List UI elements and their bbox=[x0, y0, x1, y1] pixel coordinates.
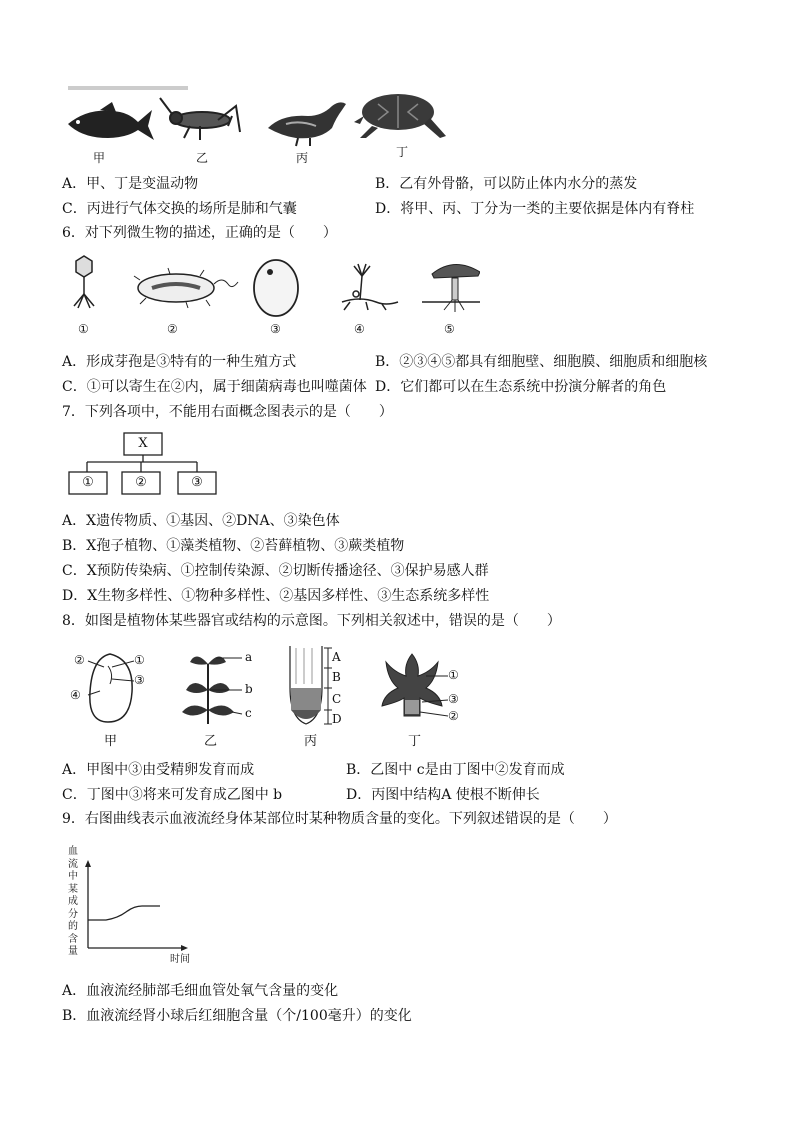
shoot-name: 乙 bbox=[204, 734, 218, 749]
animal-label-ding: 丁 bbox=[396, 145, 409, 159]
shoot-figure bbox=[176, 650, 256, 726]
microbes-figure bbox=[60, 250, 480, 322]
q5-option-a: A．甲、丁是变温动物 bbox=[62, 176, 199, 192]
q6-option-a: A．形成芽孢是③特有的一种生殖方式 bbox=[62, 354, 297, 370]
microbe-label-5: ⑤ bbox=[444, 322, 455, 336]
fish-image bbox=[68, 102, 154, 140]
shoot-mark-a: a bbox=[245, 650, 253, 664]
q8-option-c: C．丁图中③将来可发育成乙图中 b bbox=[62, 787, 283, 803]
content-curve bbox=[88, 906, 160, 920]
q6-option-d: D．它们都可以在生态系统中扮演分解者的角色 bbox=[375, 379, 667, 395]
concept-node-2: ② bbox=[135, 475, 147, 490]
q5-option-c: C．丙进行气体交换的场所是肺和气囊 bbox=[62, 201, 297, 217]
q9-stem: 9．右图曲线表示血液流经身体某部位时某种物质含量的变化。下列叙述错误的是（ ） bbox=[62, 811, 617, 827]
seed-mark-2: ② bbox=[74, 653, 85, 667]
seed-mark-3: ③ bbox=[134, 673, 145, 687]
q7-stem: 7．下列各项中，不能用右面概念图表示的是（ ） bbox=[62, 404, 393, 420]
q9-option-a: A．血液流经肺部毛细血管处氧气含量的变化 bbox=[62, 983, 339, 999]
pigeon-image bbox=[268, 102, 346, 146]
q8-option-a: A．甲图中③由受精卵发育而成 bbox=[62, 762, 255, 778]
turtle-image bbox=[354, 94, 446, 138]
q9-option-b: B．血液流经肾小球后红细胞含量（个/100毫升）的变化 bbox=[62, 1008, 412, 1024]
seed-mark-4: ④ bbox=[70, 688, 81, 702]
animal-label-yi: 乙 bbox=[196, 151, 209, 165]
phage-image bbox=[74, 256, 94, 308]
root-name: 丙 bbox=[304, 734, 318, 749]
mushroom-image bbox=[422, 264, 480, 312]
bud-mark-2: ② bbox=[448, 709, 459, 723]
root-mark-d: D bbox=[332, 712, 342, 726]
bud-name: 丁 bbox=[408, 734, 422, 749]
bud-mark-3: ③ bbox=[448, 692, 459, 706]
shoot-mark-c: c bbox=[245, 706, 252, 720]
animal-label-jia: 甲 bbox=[93, 151, 106, 165]
q7-option-d: D．X生物多样性、①物种多样性、②基因多样性、③生态系统多样性 bbox=[62, 588, 490, 604]
bud-figure bbox=[378, 650, 448, 724]
q9-xlabel: 时间 bbox=[170, 954, 190, 965]
q7-option-b: B．X孢子植物、①藻类植物、②苔藓植物、③蕨类植物 bbox=[62, 538, 405, 554]
microbe-label-3: ③ bbox=[270, 322, 281, 336]
q7-option-c: C．X预防传染病、①控制传染源、②切断传播途径、③保护易感人群 bbox=[62, 563, 489, 579]
microbe-label-4: ④ bbox=[354, 322, 365, 336]
q7-option-a: A．X遗传物质、①基因、②DNA、③染色体 bbox=[62, 513, 340, 529]
microbe-label-2: ② bbox=[167, 322, 178, 336]
q9-ylabel: 血流中某成分的含量 bbox=[68, 846, 78, 957]
concept-diagram bbox=[68, 432, 218, 496]
q6-stem: 6．对下列微生物的描述，正确的是（ ） bbox=[62, 225, 337, 241]
concept-node-1: ① bbox=[82, 475, 94, 490]
q8-option-b: B．乙图中 c是由丁图中②发育而成 bbox=[346, 762, 565, 778]
bacterium-image bbox=[134, 268, 238, 308]
seed-mark-1: ① bbox=[134, 653, 145, 667]
q6-option-c: C．①可以寄生在②内，属于细菌病毒也叫噬菌体 bbox=[62, 379, 367, 395]
seed-name: 甲 bbox=[104, 734, 118, 749]
q8-option-d: D．丙图中结构A 使根不断伸长 bbox=[346, 787, 540, 803]
bud-mark-1: ① bbox=[448, 668, 459, 682]
mold-image bbox=[342, 264, 398, 310]
grasshopper-image bbox=[160, 98, 240, 140]
root-mark-b: B bbox=[332, 670, 341, 684]
curve-chart bbox=[80, 860, 190, 956]
microbe-label-1: ① bbox=[78, 322, 89, 336]
root-mark-a: A bbox=[332, 650, 341, 664]
shoot-mark-b: b bbox=[245, 682, 253, 696]
animal-label-bing: 丙 bbox=[296, 151, 309, 165]
q8-stem: 8．如图是植物体某些器官或结构的示意图。下列相关叙述中，错误的是（ ） bbox=[62, 613, 561, 629]
concept-node-3: ③ bbox=[191, 475, 203, 490]
q5-option-d: D．将甲、丙、丁分为一类的主要依据是体内有脊柱 bbox=[375, 201, 695, 217]
root-tip-figure bbox=[282, 644, 336, 728]
q6-option-b: B．②③④⑤都具有细胞壁、细胞膜、细胞质和细胞核 bbox=[375, 354, 708, 370]
yeast-image bbox=[254, 260, 298, 316]
q5-option-b: B．乙有外骨骼，可以防止体内水分的蒸发 bbox=[375, 176, 638, 192]
concept-node-x: X bbox=[138, 436, 148, 451]
root-mark-c: C bbox=[332, 692, 342, 706]
